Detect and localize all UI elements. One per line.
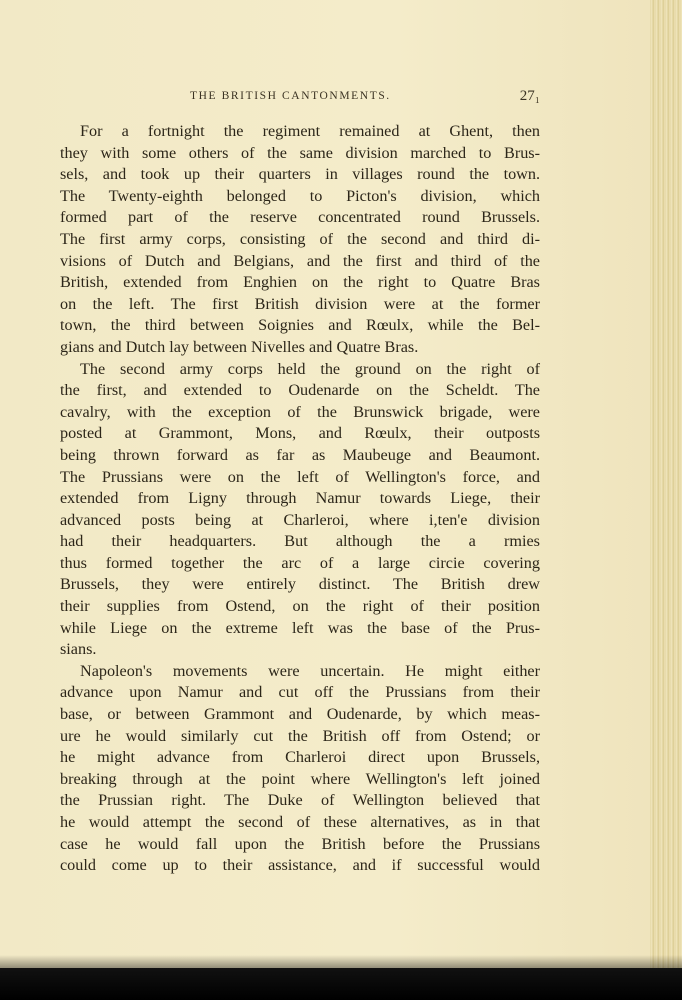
text-line: Napoleon's movements were uncertain. He might either <box>80 661 540 680</box>
text-line: posted at Grammont, Mons, and Rœulx, their outposts <box>60 424 540 443</box>
text-line: while Liege on the extreme left was the base of the Prus- <box>60 618 540 637</box>
text-line: could come up to their assistance, and if successful would <box>60 856 540 875</box>
text-line: advanced posts being at Charleroi, where i,ten'e division <box>60 510 540 529</box>
text-line: advance upon Namur and cut off the Prussians from their <box>60 683 540 702</box>
text-line: The Prussians were on the left of Wellington's force, and <box>60 467 540 486</box>
text-line: sels, and took up their quarters in villages round the town. <box>60 165 540 184</box>
text-line: The first army corps, consisting of the second and third di- <box>60 229 540 248</box>
text-line: thus formed together the arc of a large circie covering <box>60 553 540 572</box>
text-line: they with some others of the same division marched to Brus- <box>60 143 540 162</box>
text-line: gians and Dutch lay between Nivelles and Quatre Bras. <box>60 337 419 356</box>
text-line: the Prussian right. The Duke of Wellington believed that <box>60 791 540 810</box>
text-line: The second army corps held the ground on the right of <box>80 359 540 378</box>
running-head: THE BRITISH CANTONMENTS. <box>190 90 391 102</box>
scan-border <box>0 968 682 1000</box>
text-line: formed part of the reserve concentrated round Brussels. <box>60 208 540 227</box>
text-line: British, extended from Enghien on the right to Quatre Bras <box>60 273 540 292</box>
page-header <box>60 90 540 110</box>
text-line: For a fortnight the regiment remained at Ghent, then <box>80 122 540 140</box>
body-text <box>60 121 540 877</box>
text-line: breaking through at the point where Wellington's left joined <box>60 769 540 788</box>
page-edge <box>650 0 682 968</box>
text-line: extended from Ligny through Namur towards Liege, their <box>60 489 540 508</box>
text-line: their supplies from Ostend, on the right of their position <box>60 597 540 616</box>
text-line: ure he would similarly cut the British off from Ostend; or <box>60 726 540 745</box>
text-line: on the left. The first British division were at the former <box>60 294 540 313</box>
text-line: The Twenty-eighth belonged to Picton's division, which <box>60 186 540 205</box>
text-line: he might advance from Charleroi direct upon Brussels, <box>60 748 540 767</box>
text-line: Brussels, they were entirely distinct. The British drew <box>60 575 540 594</box>
page-number: 27₁ <box>519 88 540 104</box>
text-line: sians. <box>60 640 97 659</box>
text-line: visions of Dutch and Belgians, and the first and third of the <box>60 251 540 270</box>
text-line: the first, and extended to Oudenarde on the Scheldt. The <box>60 381 540 400</box>
text-line: base, or between Grammont and Oudenarde, by which meas- <box>60 705 540 724</box>
text-line: cavalry, with the exception of the Brunswick brigade, were <box>60 402 540 421</box>
text-line: being thrown forward as far as Maubeuge and Beaumont. <box>60 445 540 464</box>
text-line: case he would fall upon the British before the Prussians <box>60 834 540 853</box>
text-line: he would attempt the second of these alternatives, as in that <box>60 813 540 831</box>
text-line: had their headquarters. But although the a rmies <box>60 532 540 551</box>
text-line: town, the third between Soignies and Rœulx, while the Bel- <box>60 316 540 335</box>
